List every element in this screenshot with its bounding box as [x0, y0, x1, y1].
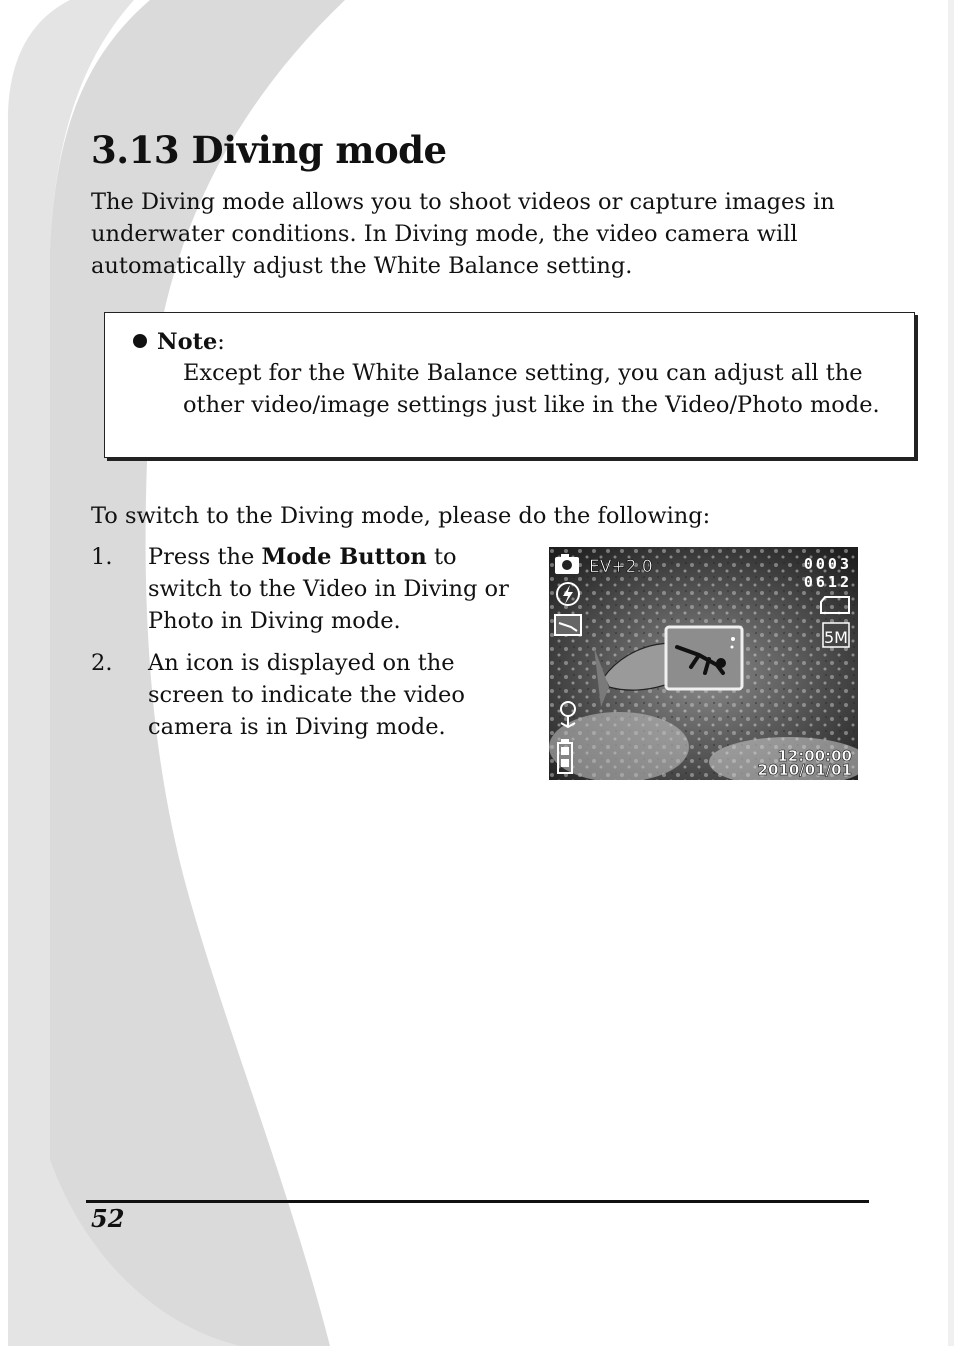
date-stamp: 2010/01/01	[757, 761, 852, 779]
step-number: 1.	[91, 544, 113, 570]
step-text: Press the Mode Button to switch to the Video in Diving or Photo in Diving mode.	[148, 544, 509, 634]
shot-counter: 0003	[803, 555, 852, 573]
intro-paragraph: The Diving mode allows you to shoot videos or capture images in underwater conditions. In Diving mode, the video camera will automatically adjust the White Balance setting.	[91, 189, 835, 279]
step-text: An icon is displayed on the screen to indicate the video camera is in Diving mode.	[148, 650, 465, 740]
note-title: Note:	[133, 327, 225, 357]
steps-list	[91, 541, 531, 753]
resolution-label: 5M	[824, 628, 848, 647]
camera-screen-image	[549, 547, 858, 780]
diver-icon	[666, 627, 742, 689]
instructions-lead: To switch to the Diving mode, please do the following:	[91, 503, 711, 529]
resolution-icon	[823, 623, 849, 647]
remaining-counter: 0612	[803, 573, 852, 591]
note-label: Note	[157, 329, 218, 355]
list-item	[91, 647, 531, 743]
list-item	[91, 541, 531, 637]
section-heading: 3.13 Diving mode	[91, 128, 447, 172]
mode-button-label: Mode Button	[261, 544, 427, 570]
note-text: Except for the White Balance setting, you can adjust all the other video/image settings just like in the Video/Photo mode.	[183, 360, 880, 418]
page-number: 52	[91, 1204, 125, 1233]
bullet-icon	[133, 334, 147, 348]
camera-icon	[555, 554, 579, 574]
diving-small-icon	[555, 615, 581, 635]
step-number: 2.	[91, 650, 113, 676]
ev-value: EV+2.0	[589, 557, 653, 577]
note-box	[104, 312, 915, 458]
footer-rule	[86, 1200, 869, 1203]
time-stamp: 12:00:00	[777, 747, 852, 765]
